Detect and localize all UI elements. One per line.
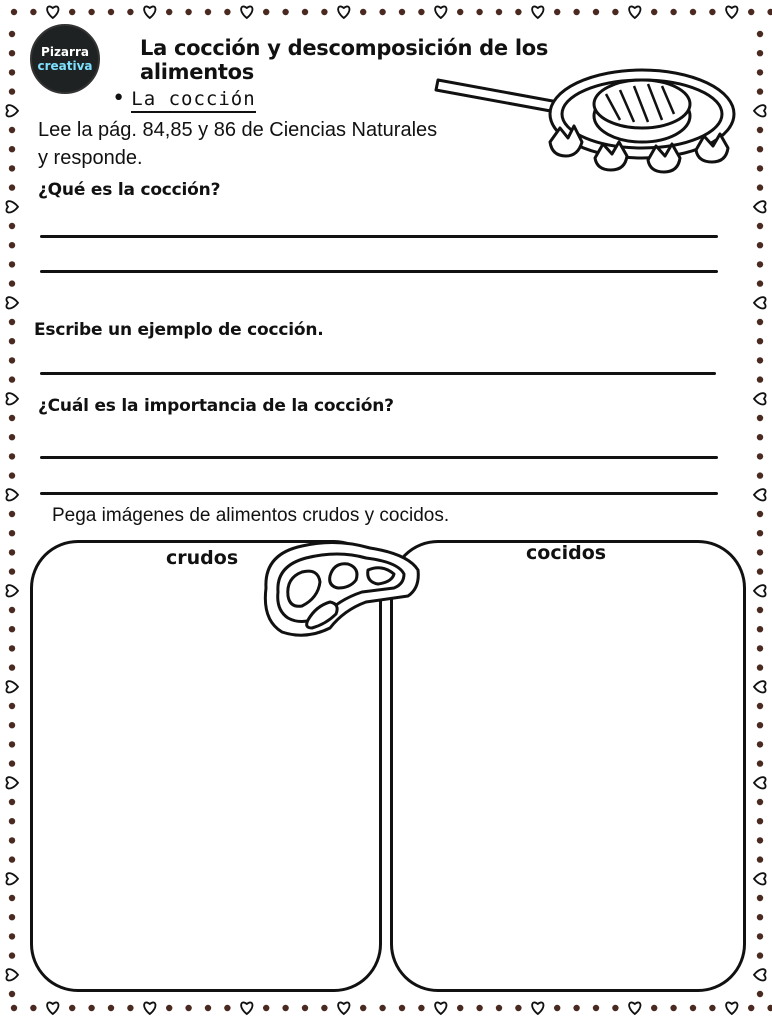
border-heart-icon	[6, 489, 18, 500]
border-heart-icon	[532, 1002, 543, 1014]
border-dot	[757, 376, 763, 382]
instructions	[38, 116, 508, 172]
border-dot	[757, 914, 763, 920]
border-dot	[757, 184, 763, 190]
border-dot	[9, 530, 15, 536]
border-dot	[9, 69, 15, 75]
border-dot	[757, 549, 763, 555]
border-dot	[757, 933, 763, 939]
border-dot	[690, 9, 696, 15]
border-dot	[757, 991, 763, 997]
border-dot	[9, 607, 15, 613]
border-dot	[263, 9, 269, 15]
border-dot	[399, 1005, 405, 1011]
border-dot	[757, 415, 763, 421]
border-heart-icon	[6, 393, 18, 404]
pizarra-creativa-logo	[30, 24, 100, 94]
section-label: La cocción	[131, 88, 255, 113]
border-dot	[418, 9, 424, 15]
border-dot	[757, 530, 763, 536]
instructions-line1: Lee la pág. 84,85 y 86 de Ciencias Naturales	[38, 119, 438, 141]
border-dot	[88, 1005, 94, 1011]
border-dot	[757, 818, 763, 824]
border-dot	[9, 50, 15, 56]
border-dot	[757, 88, 763, 94]
border-dot	[166, 1005, 172, 1011]
border-dot	[108, 9, 114, 15]
border-dot	[757, 261, 763, 267]
border-dot	[457, 1005, 463, 1011]
instructions-line2: y responde.	[38, 147, 143, 169]
border-heart-icon	[144, 1002, 155, 1014]
answer-line-2[interactable]	[40, 270, 718, 273]
border-dot	[9, 952, 15, 958]
border-heart-icon	[754, 201, 766, 212]
border-dot	[302, 9, 308, 15]
border-dot	[9, 664, 15, 670]
border-dot	[9, 88, 15, 94]
border-heart-icon	[754, 393, 766, 404]
border-dot	[757, 280, 763, 286]
logo-text-line1: Pizarra	[41, 45, 89, 59]
border-heart-icon	[754, 681, 766, 692]
border-dot	[399, 9, 405, 15]
border-heart-icon	[754, 297, 766, 308]
border-dot	[515, 1005, 521, 1011]
border-dot	[9, 242, 15, 248]
border-dot	[9, 837, 15, 843]
border-dot	[757, 319, 763, 325]
border-dot	[9, 549, 15, 555]
border-heart-icon	[754, 105, 766, 116]
border-dot	[9, 991, 15, 997]
border-dot	[9, 184, 15, 190]
border-heart-icon	[6, 681, 18, 692]
border-dot	[612, 1005, 618, 1011]
border-dot	[554, 1005, 560, 1011]
border-dot	[757, 722, 763, 728]
border-dot	[9, 914, 15, 920]
border-dot	[757, 472, 763, 478]
border-dot	[457, 9, 463, 15]
border-dot	[757, 895, 763, 901]
border-dot	[757, 31, 763, 37]
raw-label: crudos	[166, 547, 239, 569]
border-dot	[757, 703, 763, 709]
border-dot	[476, 9, 482, 15]
border-dot	[573, 1005, 579, 1011]
border-dot	[757, 338, 763, 344]
border-heart-icon	[629, 1002, 640, 1014]
border-dot	[709, 1005, 715, 1011]
border-dot	[757, 856, 763, 862]
border-dot	[670, 1005, 676, 1011]
border-dot	[127, 1005, 133, 1011]
border-heart-icon	[435, 1002, 446, 1014]
border-dot	[9, 223, 15, 229]
answer-line-5[interactable]	[40, 492, 718, 495]
border-dot	[496, 9, 502, 15]
border-dot	[9, 146, 15, 152]
border-dot	[757, 568, 763, 574]
border-dot	[205, 9, 211, 15]
border-dot	[496, 1005, 502, 1011]
border-dot	[9, 760, 15, 766]
border-dot	[767, 9, 772, 15]
border-heart-icon	[6, 873, 18, 884]
border-dot	[573, 9, 579, 15]
border-dot	[612, 9, 618, 15]
border-dot	[263, 1005, 269, 1011]
border-dot	[670, 9, 676, 15]
border-dot	[9, 799, 15, 805]
border-dot	[360, 1005, 366, 1011]
answer-line-1[interactable]	[40, 235, 718, 238]
border-dot	[69, 1005, 75, 1011]
border-dot	[9, 722, 15, 728]
border-dot	[9, 895, 15, 901]
border-heart-icon	[6, 201, 18, 212]
border-dot	[651, 9, 657, 15]
border-dot	[651, 1005, 657, 1011]
border-heart-icon	[241, 6, 252, 18]
border-dot	[476, 1005, 482, 1011]
border-heart-icon	[754, 489, 766, 500]
border-dot	[9, 31, 15, 37]
border-dot	[757, 511, 763, 517]
border-dot	[11, 1005, 17, 1011]
section-heading	[112, 86, 256, 111]
border-dot	[9, 338, 15, 344]
border-heart-icon	[47, 1002, 58, 1014]
border-dot	[9, 280, 15, 286]
border-dot	[185, 9, 191, 15]
answer-line-3[interactable]	[40, 372, 716, 375]
border-dot	[757, 357, 763, 363]
border-heart-icon	[754, 873, 766, 884]
border-dot	[515, 9, 521, 15]
border-dot	[69, 9, 75, 15]
border-dot	[9, 626, 15, 632]
border-heart-icon	[338, 6, 349, 18]
border-dot	[748, 1005, 754, 1011]
border-dot	[224, 9, 230, 15]
border-heart-icon	[726, 6, 737, 18]
border-dot	[9, 933, 15, 939]
border-dot	[757, 69, 763, 75]
border-dot	[224, 1005, 230, 1011]
border-heart-icon	[338, 1002, 349, 1014]
border-heart-icon	[6, 777, 18, 788]
border-heart-icon	[754, 777, 766, 788]
border-dot	[9, 261, 15, 267]
border-dot	[9, 472, 15, 478]
border-dot	[9, 453, 15, 459]
page-title: La cocción y descomposición de los alimentos	[140, 36, 549, 84]
paste-instruction: Pega imágenes de alimentos crudos y cocidos.	[52, 505, 450, 526]
border-dot	[757, 242, 763, 248]
border-dot	[593, 1005, 599, 1011]
border-dot	[321, 1005, 327, 1011]
border-heart-icon	[241, 1002, 252, 1014]
border-heart-icon	[726, 1002, 737, 1014]
border-dot	[757, 645, 763, 651]
border-dot	[205, 1005, 211, 1011]
border-dot	[30, 1005, 36, 1011]
border-dot	[9, 818, 15, 824]
border-heart-icon	[144, 6, 155, 18]
border-dot	[757, 607, 763, 613]
border-dot	[757, 626, 763, 632]
border-dot	[9, 376, 15, 382]
border-dot	[9, 319, 15, 325]
border-dot	[9, 165, 15, 171]
border-heart-icon	[435, 6, 446, 18]
border-dot	[757, 434, 763, 440]
border-dot	[709, 9, 715, 15]
border-dot	[757, 741, 763, 747]
border-dot	[9, 357, 15, 363]
border-dot	[379, 9, 385, 15]
border-dot	[757, 127, 763, 133]
border-dot	[757, 799, 763, 805]
cooked-foods-box[interactable]	[390, 540, 746, 992]
border-dot	[11, 9, 17, 15]
border-dot	[757, 952, 763, 958]
border-heart-icon	[754, 585, 766, 596]
border-heart-icon	[6, 297, 18, 308]
border-dot	[127, 9, 133, 15]
answer-line-4[interactable]	[40, 456, 718, 459]
border-heart-icon	[6, 969, 18, 980]
bullet-dot: •	[112, 86, 126, 111]
border-dot	[418, 1005, 424, 1011]
border-dot	[9, 741, 15, 747]
border-dot	[757, 837, 763, 843]
border-heart-icon	[532, 6, 543, 18]
border-dot	[185, 1005, 191, 1011]
border-heart-icon	[754, 969, 766, 980]
border-heart-icon	[6, 105, 18, 116]
border-heart-icon	[6, 585, 18, 596]
border-dot	[9, 511, 15, 517]
border-dot	[554, 9, 560, 15]
border-dot	[302, 1005, 308, 1011]
border-dot	[9, 415, 15, 421]
border-dot	[593, 9, 599, 15]
logo-text-line2: creativa	[37, 59, 93, 73]
border-dot	[282, 9, 288, 15]
border-dot	[690, 1005, 696, 1011]
border-dot	[379, 1005, 385, 1011]
border-dot	[9, 434, 15, 440]
border-dot	[757, 664, 763, 670]
cooked-label: cocidos	[526, 542, 607, 564]
question-2: Escribe un ejemplo de cocción.	[34, 320, 324, 340]
border-dot	[88, 9, 94, 15]
border-dot	[9, 568, 15, 574]
border-dot	[9, 856, 15, 862]
border-dot	[757, 146, 763, 152]
border-dot	[9, 127, 15, 133]
border-dot	[757, 760, 763, 766]
border-dot	[166, 9, 172, 15]
border-dot	[321, 9, 327, 15]
border-dot	[108, 1005, 114, 1011]
question-1: ¿Qué es la cocción?	[38, 180, 221, 200]
border-dot	[9, 703, 15, 709]
border-heart-icon	[629, 6, 640, 18]
border-dot	[757, 50, 763, 56]
border-dot	[30, 9, 36, 15]
question-3: ¿Cuál es la importancia de la cocción?	[38, 396, 394, 416]
border-dot	[757, 165, 763, 171]
border-dot	[360, 9, 366, 15]
border-dot	[282, 1005, 288, 1011]
border-dot	[767, 1005, 772, 1011]
border-dot	[757, 453, 763, 459]
border-heart-icon	[47, 6, 58, 18]
border-dot	[757, 223, 763, 229]
border-dot	[9, 645, 15, 651]
raw-steak-icon	[258, 536, 424, 642]
border-dot	[748, 9, 754, 15]
